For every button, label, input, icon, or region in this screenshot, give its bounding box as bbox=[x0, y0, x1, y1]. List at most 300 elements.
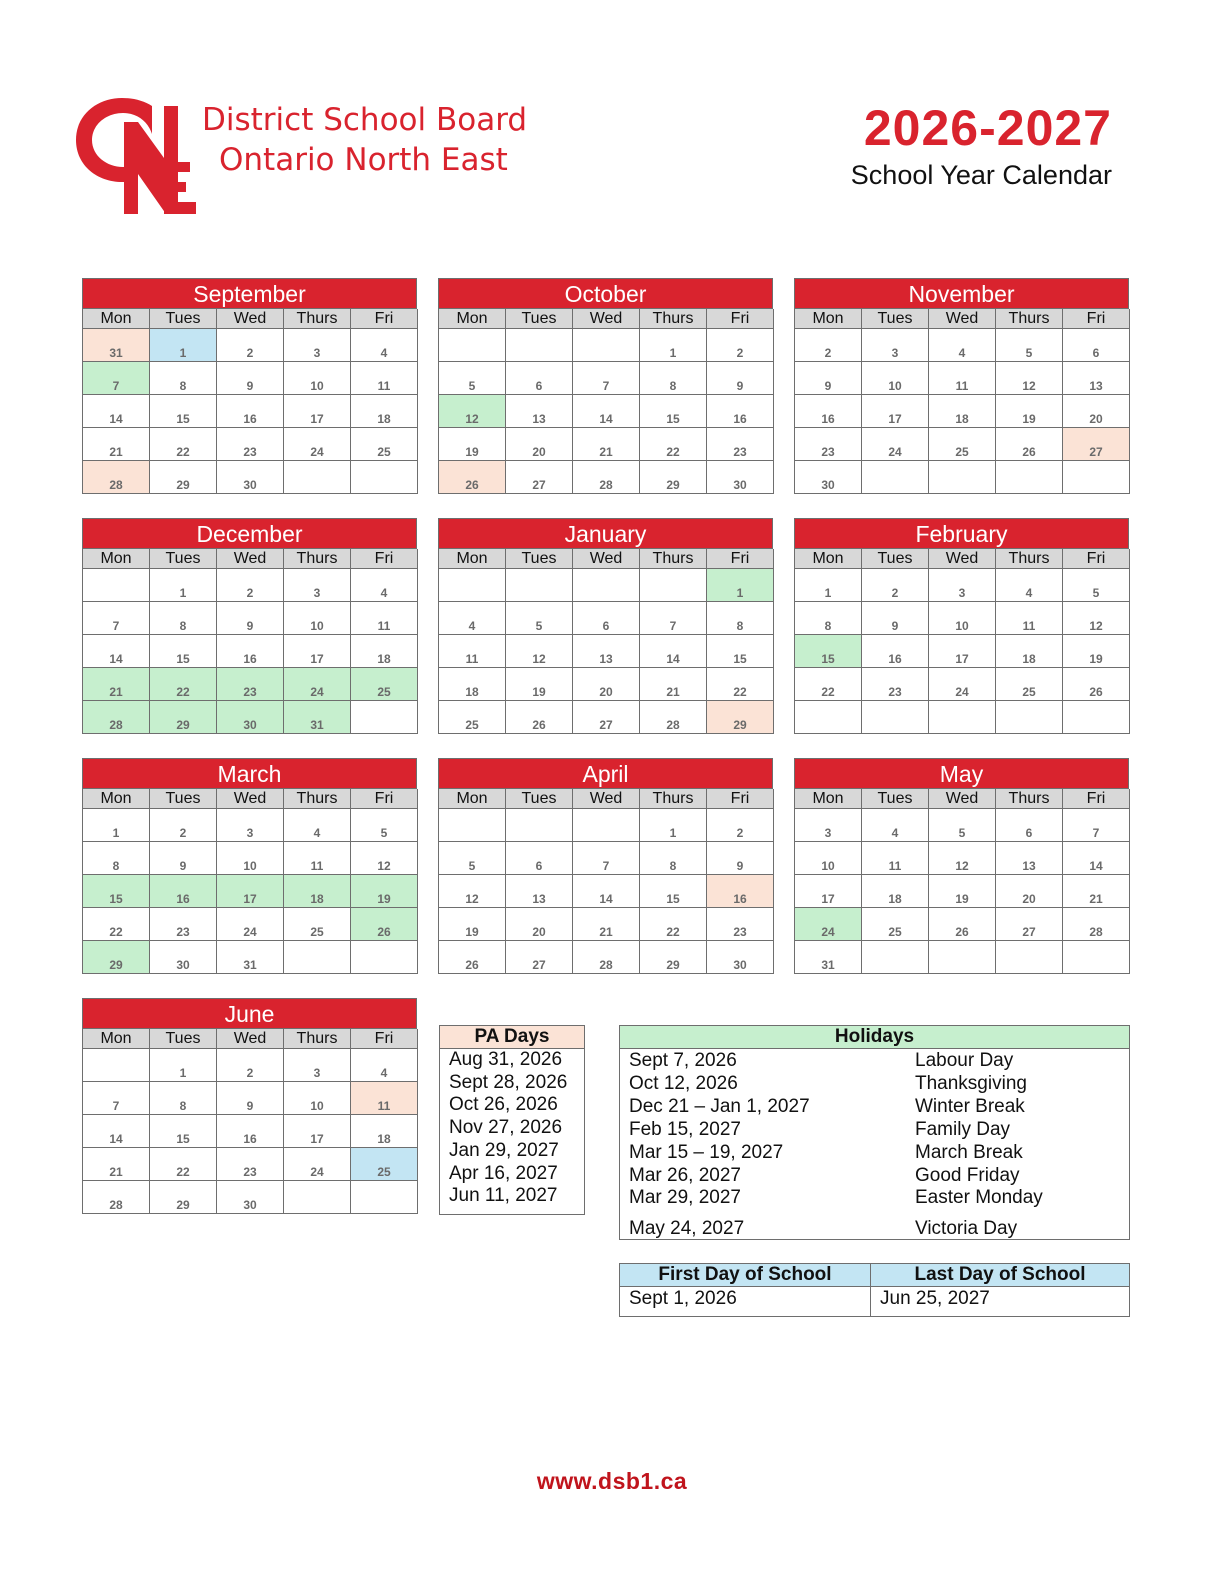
day-cell bbox=[707, 809, 774, 842]
holiday-name: Labour Day bbox=[915, 1050, 1014, 1071]
day-cell bbox=[862, 329, 929, 362]
day-cell bbox=[351, 941, 418, 974]
day-number: 26 bbox=[465, 478, 479, 492]
day-cell bbox=[284, 668, 351, 701]
weekday-header: Wed bbox=[217, 1029, 284, 1049]
day-number: 23 bbox=[733, 925, 747, 939]
day-number: 15 bbox=[109, 892, 123, 906]
day-cell bbox=[83, 329, 150, 362]
day-number: 16 bbox=[176, 892, 190, 906]
calendar-subtitle: School Year Calendar bbox=[850, 160, 1112, 190]
day-number: 2 bbox=[179, 826, 187, 840]
weekday-header: Tues bbox=[862, 309, 929, 329]
weekday-header: Mon bbox=[795, 789, 862, 809]
day-cell bbox=[506, 875, 573, 908]
day-cell bbox=[862, 635, 929, 668]
day-number: 17 bbox=[821, 892, 835, 906]
weekday-header: Thurs bbox=[640, 549, 707, 569]
day-number: 5 bbox=[958, 826, 966, 840]
day-cell bbox=[83, 362, 150, 395]
day-number: 18 bbox=[377, 652, 391, 666]
day-number: 15 bbox=[176, 652, 190, 666]
day-number: 24 bbox=[955, 685, 969, 699]
day-cell bbox=[83, 602, 150, 635]
day-number: 26 bbox=[1022, 445, 1036, 459]
day-number: 26 bbox=[1089, 685, 1103, 699]
day-number: 1 bbox=[736, 586, 744, 600]
day-cell bbox=[83, 809, 150, 842]
weekday-header: Tues bbox=[506, 789, 573, 809]
day-number: 30 bbox=[733, 958, 747, 972]
month-name: June bbox=[82, 998, 417, 1028]
day-cell bbox=[1063, 362, 1130, 395]
day-cell bbox=[573, 329, 640, 362]
weekday-header: Tues bbox=[150, 549, 217, 569]
day-cell bbox=[1063, 428, 1130, 461]
day-number: 21 bbox=[109, 685, 123, 699]
day-number: 15 bbox=[666, 412, 680, 426]
day-number: 17 bbox=[888, 412, 902, 426]
day-cell bbox=[83, 395, 150, 428]
day-cell bbox=[929, 635, 996, 668]
day-number: 3 bbox=[313, 346, 321, 360]
day-cell bbox=[862, 569, 929, 602]
day-number: 28 bbox=[1089, 925, 1103, 939]
day-number: 8 bbox=[669, 859, 677, 873]
day-number: 22 bbox=[733, 685, 747, 699]
weekday-header: Mon bbox=[83, 789, 150, 809]
day-cell bbox=[996, 428, 1063, 461]
day-number: 15 bbox=[176, 1132, 190, 1146]
day-cell bbox=[284, 1148, 351, 1181]
day-number: 24 bbox=[243, 925, 257, 939]
day-number: 7 bbox=[112, 619, 120, 633]
day-cell bbox=[707, 941, 774, 974]
day-number: 10 bbox=[821, 859, 835, 873]
month-grid bbox=[82, 308, 417, 494]
day-number: 24 bbox=[310, 1165, 324, 1179]
day-cell bbox=[506, 329, 573, 362]
day-number: 20 bbox=[1089, 412, 1103, 426]
day-number: 28 bbox=[109, 1198, 123, 1212]
day-cell bbox=[439, 809, 506, 842]
day-cell bbox=[284, 842, 351, 875]
day-cell bbox=[640, 941, 707, 974]
pa-day-item: Jun 11, 2027 bbox=[449, 1185, 558, 1207]
day-cell bbox=[640, 569, 707, 602]
day-number: 10 bbox=[310, 1099, 324, 1113]
day-number: 9 bbox=[179, 859, 187, 873]
day-cell bbox=[573, 461, 640, 494]
month-name: October bbox=[438, 278, 773, 308]
day-cell bbox=[284, 362, 351, 395]
day-number: 10 bbox=[888, 379, 902, 393]
day-number: 15 bbox=[666, 892, 680, 906]
day-number: 12 bbox=[532, 652, 546, 666]
month-name: December bbox=[82, 518, 417, 548]
day-cell bbox=[862, 362, 929, 395]
day-number: 22 bbox=[176, 1165, 190, 1179]
day-number: 11 bbox=[377, 379, 391, 393]
day-number: 30 bbox=[176, 958, 190, 972]
day-number: 27 bbox=[532, 478, 546, 492]
month-grid bbox=[794, 548, 1129, 734]
day-number: 20 bbox=[1022, 892, 1036, 906]
day-cell bbox=[506, 842, 573, 875]
day-number: 25 bbox=[377, 685, 391, 699]
day-cell bbox=[217, 1049, 284, 1082]
day-number: 31 bbox=[109, 346, 123, 360]
day-number: 1 bbox=[824, 586, 832, 600]
day-cell bbox=[217, 941, 284, 974]
day-cell bbox=[1063, 941, 1130, 974]
day-cell bbox=[83, 908, 150, 941]
day-cell bbox=[929, 461, 996, 494]
day-cell bbox=[573, 875, 640, 908]
day-number: 2 bbox=[736, 346, 744, 360]
day-cell bbox=[929, 569, 996, 602]
day-cell bbox=[284, 635, 351, 668]
day-cell bbox=[284, 428, 351, 461]
weekday-header: Tues bbox=[506, 549, 573, 569]
day-cell bbox=[506, 428, 573, 461]
weekday-header: Thurs bbox=[284, 549, 351, 569]
day-cell bbox=[284, 569, 351, 602]
day-cell bbox=[150, 569, 217, 602]
day-number: 26 bbox=[377, 925, 391, 939]
day-cell bbox=[83, 1115, 150, 1148]
day-number: 19 bbox=[955, 892, 969, 906]
day-number: 20 bbox=[532, 445, 546, 459]
day-number: 22 bbox=[666, 445, 680, 459]
day-number: 9 bbox=[246, 1099, 254, 1113]
day-number: 18 bbox=[377, 1132, 391, 1146]
school-days-box bbox=[619, 1263, 1130, 1317]
website-link[interactable]: www.dsb1.ca bbox=[536, 1468, 688, 1494]
day-cell bbox=[150, 1148, 217, 1181]
holiday-date: Dec 21 – Jan 1, 2027 bbox=[629, 1096, 810, 1117]
weekday-header: Tues bbox=[150, 309, 217, 329]
holiday-name: Easter Monday bbox=[915, 1187, 1043, 1208]
day-cell bbox=[150, 809, 217, 842]
day-cell bbox=[862, 809, 929, 842]
day-number: 21 bbox=[109, 1165, 123, 1179]
day-cell bbox=[506, 395, 573, 428]
day-cell bbox=[862, 701, 929, 734]
weekday-header: Tues bbox=[862, 789, 929, 809]
day-cell bbox=[929, 701, 996, 734]
day-cell bbox=[862, 428, 929, 461]
day-number: 14 bbox=[599, 892, 613, 906]
day-number: 12 bbox=[1089, 619, 1103, 633]
day-number: 2 bbox=[736, 826, 744, 840]
day-number: 3 bbox=[313, 1066, 321, 1080]
day-number: 12 bbox=[465, 412, 479, 426]
day-number: 16 bbox=[243, 1132, 257, 1146]
day-cell bbox=[862, 842, 929, 875]
day-number: 17 bbox=[310, 1132, 324, 1146]
day-cell bbox=[439, 635, 506, 668]
day-number: 11 bbox=[1022, 619, 1036, 633]
day-number: 11 bbox=[377, 619, 391, 633]
day-cell bbox=[217, 842, 284, 875]
day-cell bbox=[573, 842, 640, 875]
day-number: 1 bbox=[179, 586, 187, 600]
day-cell bbox=[351, 908, 418, 941]
day-cell bbox=[573, 428, 640, 461]
day-cell bbox=[83, 701, 150, 734]
month-grid bbox=[438, 788, 773, 974]
holiday-name: Victoria Day bbox=[915, 1218, 1018, 1239]
day-number: 29 bbox=[666, 958, 680, 972]
weekday-header: Mon bbox=[83, 549, 150, 569]
day-cell bbox=[573, 635, 640, 668]
day-cell bbox=[929, 428, 996, 461]
day-cell bbox=[217, 809, 284, 842]
day-number: 1 bbox=[669, 826, 677, 840]
day-cell bbox=[150, 428, 217, 461]
day-cell bbox=[996, 668, 1063, 701]
day-number: 8 bbox=[179, 619, 187, 633]
day-cell bbox=[150, 875, 217, 908]
day-cell bbox=[640, 329, 707, 362]
day-number: 10 bbox=[310, 619, 324, 633]
weekday-header: Fri bbox=[351, 309, 418, 329]
day-number: 14 bbox=[109, 412, 123, 426]
day-cell bbox=[439, 668, 506, 701]
day-cell bbox=[351, 875, 418, 908]
day-cell bbox=[150, 1181, 217, 1214]
day-number: 3 bbox=[891, 346, 899, 360]
day-cell bbox=[707, 329, 774, 362]
day-cell bbox=[929, 875, 996, 908]
day-cell bbox=[351, 1082, 418, 1115]
day-cell bbox=[284, 1049, 351, 1082]
day-cell bbox=[217, 329, 284, 362]
day-number: 8 bbox=[179, 1099, 187, 1113]
day-number: 11 bbox=[310, 859, 324, 873]
day-cell bbox=[439, 569, 506, 602]
day-number: 12 bbox=[1022, 379, 1036, 393]
day-number: 28 bbox=[109, 478, 123, 492]
day-cell bbox=[707, 428, 774, 461]
day-number: 6 bbox=[1025, 826, 1033, 840]
holiday-date: May 24, 2027 bbox=[629, 1218, 745, 1239]
day-number: 25 bbox=[465, 718, 479, 732]
day-cell bbox=[217, 461, 284, 494]
weekday-header: Wed bbox=[573, 789, 640, 809]
day-cell bbox=[83, 569, 150, 602]
day-cell bbox=[929, 809, 996, 842]
holidays-box bbox=[619, 1025, 1130, 1240]
day-number: 23 bbox=[243, 445, 257, 459]
day-number: 24 bbox=[310, 445, 324, 459]
first-day-label: First Day of School bbox=[620, 1264, 870, 1287]
day-cell bbox=[284, 875, 351, 908]
day-cell bbox=[351, 809, 418, 842]
weekday-header: Tues bbox=[150, 1029, 217, 1049]
day-cell bbox=[351, 842, 418, 875]
day-cell bbox=[83, 875, 150, 908]
day-cell bbox=[284, 395, 351, 428]
day-number: 25 bbox=[888, 925, 902, 939]
day-cell bbox=[1063, 635, 1130, 668]
day-number: 29 bbox=[176, 478, 190, 492]
day-number: 6 bbox=[1092, 346, 1100, 360]
day-cell bbox=[795, 908, 862, 941]
day-cell bbox=[640, 842, 707, 875]
day-number: 26 bbox=[955, 925, 969, 939]
month-grid bbox=[82, 1028, 417, 1214]
day-cell bbox=[150, 329, 217, 362]
day-cell bbox=[640, 701, 707, 734]
day-cell bbox=[707, 635, 774, 668]
day-cell bbox=[351, 602, 418, 635]
day-cell bbox=[640, 875, 707, 908]
weekday-header: Fri bbox=[707, 309, 774, 329]
day-cell bbox=[150, 1115, 217, 1148]
day-number: 4 bbox=[313, 826, 321, 840]
day-cell bbox=[150, 668, 217, 701]
day-cell bbox=[573, 701, 640, 734]
day-number: 4 bbox=[468, 619, 476, 633]
day-cell bbox=[996, 842, 1063, 875]
day-cell bbox=[795, 461, 862, 494]
one-logo-icon bbox=[68, 92, 200, 214]
month-grid bbox=[82, 788, 417, 974]
day-cell bbox=[150, 842, 217, 875]
day-cell bbox=[929, 941, 996, 974]
day-cell bbox=[862, 941, 929, 974]
day-cell bbox=[506, 908, 573, 941]
day-cell bbox=[351, 569, 418, 602]
month-grid bbox=[438, 548, 773, 734]
day-cell bbox=[862, 875, 929, 908]
day-cell bbox=[217, 635, 284, 668]
day-cell bbox=[83, 461, 150, 494]
day-number: 26 bbox=[532, 718, 546, 732]
day-number: 20 bbox=[532, 925, 546, 939]
day-number: 6 bbox=[602, 619, 610, 633]
day-cell bbox=[284, 941, 351, 974]
day-number: 14 bbox=[599, 412, 613, 426]
day-cell bbox=[506, 362, 573, 395]
weekday-header: Wed bbox=[929, 549, 996, 569]
pa-days-list bbox=[440, 1049, 584, 1208]
month-name: May bbox=[794, 758, 1129, 788]
day-cell bbox=[506, 635, 573, 668]
day-number: 30 bbox=[821, 478, 835, 492]
day-cell bbox=[351, 635, 418, 668]
day-cell bbox=[795, 875, 862, 908]
day-cell bbox=[795, 842, 862, 875]
day-cell bbox=[217, 428, 284, 461]
day-number: 20 bbox=[599, 685, 613, 699]
day-number: 12 bbox=[955, 859, 969, 873]
day-cell bbox=[351, 701, 418, 734]
day-number: 9 bbox=[246, 619, 254, 633]
day-cell bbox=[351, 1181, 418, 1214]
day-number: 4 bbox=[380, 1066, 388, 1080]
month-september bbox=[82, 278, 417, 494]
day-cell bbox=[795, 395, 862, 428]
day-cell bbox=[707, 668, 774, 701]
day-cell bbox=[83, 428, 150, 461]
day-number: 30 bbox=[733, 478, 747, 492]
day-cell bbox=[83, 842, 150, 875]
day-cell bbox=[506, 602, 573, 635]
day-number: 10 bbox=[955, 619, 969, 633]
day-cell bbox=[707, 842, 774, 875]
day-number: 12 bbox=[377, 859, 391, 873]
day-cell bbox=[217, 395, 284, 428]
day-number: 14 bbox=[1089, 859, 1103, 873]
weekday-header: Thurs bbox=[996, 309, 1063, 329]
day-cell bbox=[1063, 329, 1130, 362]
day-number: 29 bbox=[109, 958, 123, 972]
day-cell bbox=[996, 635, 1063, 668]
day-number: 23 bbox=[733, 445, 747, 459]
holiday-name: Family Day bbox=[915, 1119, 1011, 1140]
day-cell bbox=[573, 908, 640, 941]
day-cell bbox=[217, 908, 284, 941]
day-cell bbox=[217, 1115, 284, 1148]
day-number: 3 bbox=[824, 826, 832, 840]
day-cell bbox=[284, 329, 351, 362]
day-number: 15 bbox=[176, 412, 190, 426]
day-number: 18 bbox=[955, 412, 969, 426]
day-cell bbox=[707, 395, 774, 428]
day-cell bbox=[351, 1115, 418, 1148]
weekday-header: Mon bbox=[83, 1029, 150, 1049]
day-number: 13 bbox=[1089, 379, 1103, 393]
day-number: 31 bbox=[310, 718, 324, 732]
day-cell bbox=[217, 668, 284, 701]
day-number: 21 bbox=[599, 445, 613, 459]
day-cell bbox=[996, 329, 1063, 362]
day-cell bbox=[996, 875, 1063, 908]
day-number: 2 bbox=[891, 586, 899, 600]
day-number: 4 bbox=[1025, 586, 1033, 600]
day-number: 18 bbox=[888, 892, 902, 906]
day-number: 17 bbox=[310, 412, 324, 426]
month-name: April bbox=[438, 758, 773, 788]
day-cell bbox=[83, 1148, 150, 1181]
day-cell bbox=[150, 395, 217, 428]
day-number: 9 bbox=[736, 379, 744, 393]
day-cell bbox=[795, 635, 862, 668]
day-cell bbox=[929, 329, 996, 362]
day-cell bbox=[284, 1181, 351, 1214]
day-number: 23 bbox=[243, 685, 257, 699]
day-cell bbox=[640, 395, 707, 428]
day-number: 5 bbox=[380, 826, 388, 840]
weekday-header: Wed bbox=[217, 549, 284, 569]
weekday-header: Fri bbox=[351, 549, 418, 569]
day-number: 22 bbox=[821, 685, 835, 699]
day-cell bbox=[150, 908, 217, 941]
weekday-header: Thurs bbox=[996, 789, 1063, 809]
day-number: 15 bbox=[733, 652, 747, 666]
day-cell bbox=[795, 602, 862, 635]
day-number: 8 bbox=[179, 379, 187, 393]
day-number: 3 bbox=[313, 586, 321, 600]
day-number: 4 bbox=[380, 346, 388, 360]
day-number: 11 bbox=[465, 652, 479, 666]
month-name: January bbox=[438, 518, 773, 548]
day-cell bbox=[640, 602, 707, 635]
day-number: 31 bbox=[243, 958, 257, 972]
